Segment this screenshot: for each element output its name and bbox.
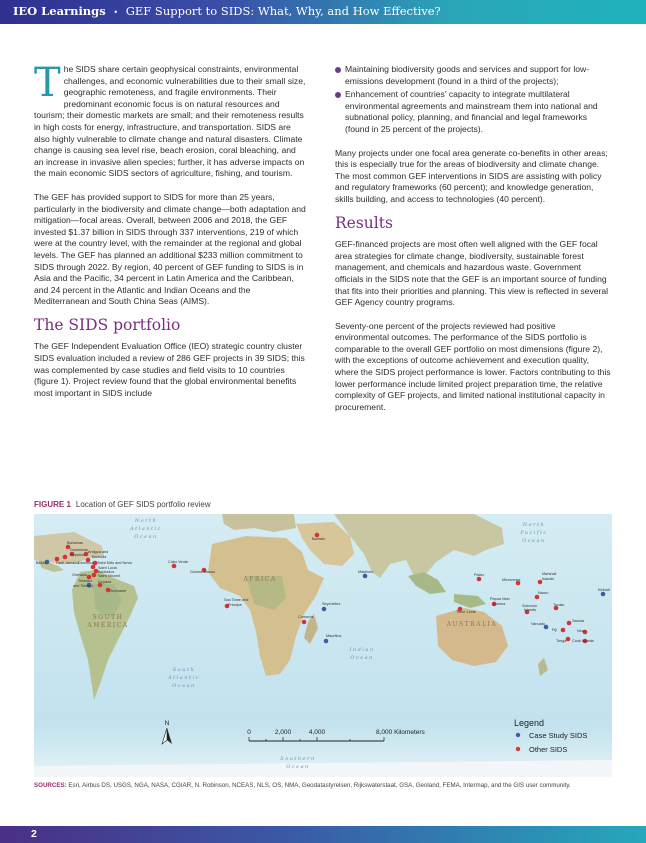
- sources-label: SOURCES:: [34, 782, 67, 789]
- country-label: Antigua and: [88, 550, 109, 554]
- map-sources: [34, 781, 612, 790]
- country-label: Belize: [36, 561, 47, 565]
- country-label: Kiribati: [598, 588, 610, 592]
- ocean-label: Ocean: [350, 655, 374, 661]
- drop-cap: T: [34, 60, 61, 106]
- country-label: Saint Vincent: [98, 574, 121, 578]
- marker-saint-lucia: [91, 565, 96, 570]
- continent-label: AFRICA: [243, 576, 277, 583]
- country-label: Guyana: [98, 580, 112, 584]
- header-text: [13, 4, 441, 18]
- country-label: Maldives: [358, 570, 373, 574]
- legend-case-study-label: Case Study SIDS: [529, 731, 588, 740]
- legend-title: Legend: [514, 718, 545, 728]
- country-label: Bahamas: [67, 541, 84, 545]
- country-label: Palau: [474, 573, 484, 577]
- country-label: Nauru: [538, 591, 549, 595]
- continent-label: AMERICA: [87, 622, 129, 629]
- country-label: Tuvalu: [553, 603, 565, 607]
- continent-label: SOUTH: [92, 614, 124, 621]
- country-label: Islands: [524, 608, 537, 612]
- country-label: Saint Lucia: [98, 566, 117, 570]
- scale-label: 8,000 Kilometers: [376, 729, 425, 736]
- ocean-label: Atlantic: [168, 675, 200, 681]
- country-label: Barbados: [98, 570, 115, 574]
- country-label: Guinea: [493, 602, 506, 606]
- benefits-list: [335, 64, 611, 136]
- bullet-icon: [335, 67, 341, 73]
- marker-samoa: [567, 621, 572, 626]
- list-item: Enhancement of countries’ capacity to integrate multilateral environmental agreements and mainstream them into national and subnational policy, planning, and financial and legal frameworks (found in 25 percent of the projects).: [335, 89, 611, 135]
- sids-map: [34, 514, 612, 777]
- country-label: Grenada: [72, 573, 87, 577]
- ocean-label: North: [134, 518, 158, 524]
- portfolio-paragraph: The GEF Independent Evaluation Office (IEO) strategic country cluster SIDS evaluation included a review of 286 GEF projects in 39 SIDS; this was complemented by case studies and field visits to 10 countries (figure 1). Project review found that the global environmental benefits most important in SIDS include: [34, 341, 305, 398]
- header-title: GEF Support to SIDS: What, Why, and How Effective?: [125, 4, 441, 18]
- left-column: [34, 60, 306, 411]
- marker-haiti: [63, 555, 68, 560]
- country-label: Vanuatu: [531, 622, 545, 626]
- cobenefits-paragraph: Many projects under one focal area generate co-benefits in other areas; this is especially true for the areas of biodiversity and climate change. The most common GEF interventions in SIDS are assisting with policy and regulatory frameworks (60 percent); and knowledge generation, skills building, and access to technologies (40 percent).: [335, 147, 608, 204]
- country-label: Marshall: [542, 572, 557, 576]
- country-label: Bahrain: [312, 537, 326, 541]
- header-bar: [0, 0, 646, 24]
- country-label: and Tobago: [73, 584, 93, 588]
- marker-mauritius: [324, 639, 329, 644]
- country-label: Cook Islands: [572, 639, 594, 643]
- footer-bar: [0, 826, 646, 843]
- country-label: Fiji: [552, 628, 557, 632]
- sources-text: Esri, Airbus DS, USGS, NGA, NASA, CGIAR, N. Robinson, NCEAS, NLS, OS, NMA, Geodatastyrelsen, Rijkswaterstaat, GSA, Geoland, FEMA, Intermap, and the GIS user community.: [68, 782, 571, 789]
- country-label: Dominican: [70, 548, 88, 552]
- results-heading: Results: [335, 213, 393, 232]
- marker-cabo-verde: [172, 564, 177, 569]
- country-label: Jamaica: [65, 561, 80, 565]
- figure-caption: [34, 500, 211, 509]
- country-label: Barbuda: [92, 555, 107, 559]
- alignment-paragraph: GEF-financed projects are most often well aligned with the GEF focal area strategies for climate change, biodiversity, sustainable forest management, and chemicals and hazardous waste. Government officials in the SIDS note that the GEF is an important source of funding that fits into their priorities and planning. This view is reflected in several GEF Agency country programs.: [335, 239, 609, 308]
- country-label: Micronesia: [502, 578, 521, 582]
- header-series: IEO Learnings: [13, 4, 106, 18]
- marker-palau: [477, 577, 482, 582]
- ocean-label: Southern: [280, 756, 316, 762]
- marker-comoros: [302, 620, 307, 625]
- country-label: Trinidad: [78, 579, 92, 583]
- country-label: Mauritius: [326, 634, 342, 638]
- country-label: Principe: [228, 603, 242, 607]
- country-label: Solomon: [522, 604, 537, 608]
- country-label: Seychelles: [322, 602, 341, 606]
- header-separator: •: [113, 8, 119, 17]
- continent-label: AUSTRALIA: [446, 621, 498, 628]
- country-label: Sao Tome and: [224, 598, 249, 602]
- country-label: Islands: [542, 577, 555, 581]
- country-label: Dominica: [78, 561, 94, 565]
- country-label: Republic: [70, 553, 85, 557]
- marker-seychelles: [322, 607, 327, 612]
- scale-label: 2,000: [274, 729, 292, 736]
- ocean-label: North: [522, 522, 546, 528]
- country-label: Guinea-Bissau: [190, 570, 215, 574]
- country-label: Suriname: [110, 589, 127, 593]
- marker-kiribati: [601, 592, 606, 597]
- performance-paragraph: Seventy-one percent of the projects reviewed had positive environmental outcomes. The performance of the SIDS portfolio is comparable to the overall GEF portfolio on most dimensions (figure 2), with the exceptions of outcome achievement and execution quality, where the SIDS project performance is lower. Factors contributing to this lower performance include limited project preparation time, the relative complexity of GEF projects, and limited national institutional capacity in procurement.: [335, 320, 611, 412]
- country-label: Saint Kitts and Nevis: [97, 561, 133, 565]
- portfolio-heading: The SIDS portfolio: [34, 315, 181, 334]
- marker-tonga: [566, 637, 571, 642]
- country-label: Niue: [577, 629, 585, 633]
- legend-case-study-marker: [516, 733, 520, 737]
- bullet-icon: [335, 92, 341, 98]
- ocean-label: Ocean: [134, 534, 158, 540]
- marker-maldives: [363, 574, 368, 579]
- ocean-label: Indian: [349, 647, 375, 653]
- map-svg: [34, 514, 612, 777]
- scale-label: 4,000: [308, 729, 326, 736]
- ocean-label: Ocean: [286, 764, 310, 770]
- country-label: Haiti: [56, 561, 64, 565]
- country-label: Tonga: [556, 639, 567, 643]
- marker-st-vincent: [92, 573, 97, 578]
- legend-other-marker: [516, 747, 520, 751]
- north-label: N: [164, 720, 170, 727]
- country-label: Timor Leste: [456, 610, 476, 614]
- page-number: 2: [31, 828, 37, 840]
- legend-other-label: Other SIDS: [529, 745, 568, 754]
- ocean-label: Ocean: [172, 683, 196, 689]
- ocean-label: Pacific: [520, 530, 548, 536]
- list-item: Maintaining biodiversity goods and services and support for low-emissions development (found in a third of the projects);: [335, 64, 611, 87]
- country-label: Comoros: [298, 615, 314, 619]
- country-label: Cabo Verde: [168, 560, 189, 564]
- country-label: Papua New: [490, 597, 510, 601]
- country-label: Samoa: [572, 619, 585, 623]
- figure-label: FIGURE 1: [34, 500, 71, 509]
- ocean-label: South: [172, 667, 196, 673]
- marker-nauru: [535, 595, 540, 600]
- ocean-label: Atlantic: [130, 526, 162, 532]
- right-column: [335, 64, 611, 425]
- investment-paragraph: The GEF has provided support to SIDS for more than 25 years, particularly in the biodiversity and climate change—both adaptation and mitigation—focal areas. Overall, between 2006 and 2018, the GEF invested $1.37 billion in SIDS through 337 interventions, 219 of which were at the country level, with the remainder at the regional and global levels. The GEF has planned an additional $233 million commitment to SIDS through 2022. By region, 40 percent of GEF funding to SIDS is in Asia and the Pacific, 34 percent in Latin America and the Caribbean, and 24 percent in the Atlantic and Indian Oceans and the Mediterranean and South China Seas (AIMS).: [34, 191, 306, 307]
- scale-label: 0: [247, 729, 251, 736]
- intro-paragraph: The SIDS share certain geophysical constraints, environmental challenges, and economic vulnerabilities due to their small size, geographic remoteness, and fragile environments. Their predominant economic focus is on natural resources and tourism; their domestic markets are small; and their remoteness results in high costs for energy, infrastructure, and transportation. SIDS are also highly vulnerable to climate change and natural disasters. Climate change is causing sea level rise, beach erosion, coral bleaching, and an increase in invasive alien species; further, it has adverse impacts on the main economic SIDS sectors of agriculture, fishing, and tourism.: [34, 60, 306, 179]
- figure-title: Location of GEF SIDS portfolio review: [75, 500, 211, 509]
- marker-fiji: [561, 628, 566, 633]
- ocean-label: Ocean: [522, 538, 546, 544]
